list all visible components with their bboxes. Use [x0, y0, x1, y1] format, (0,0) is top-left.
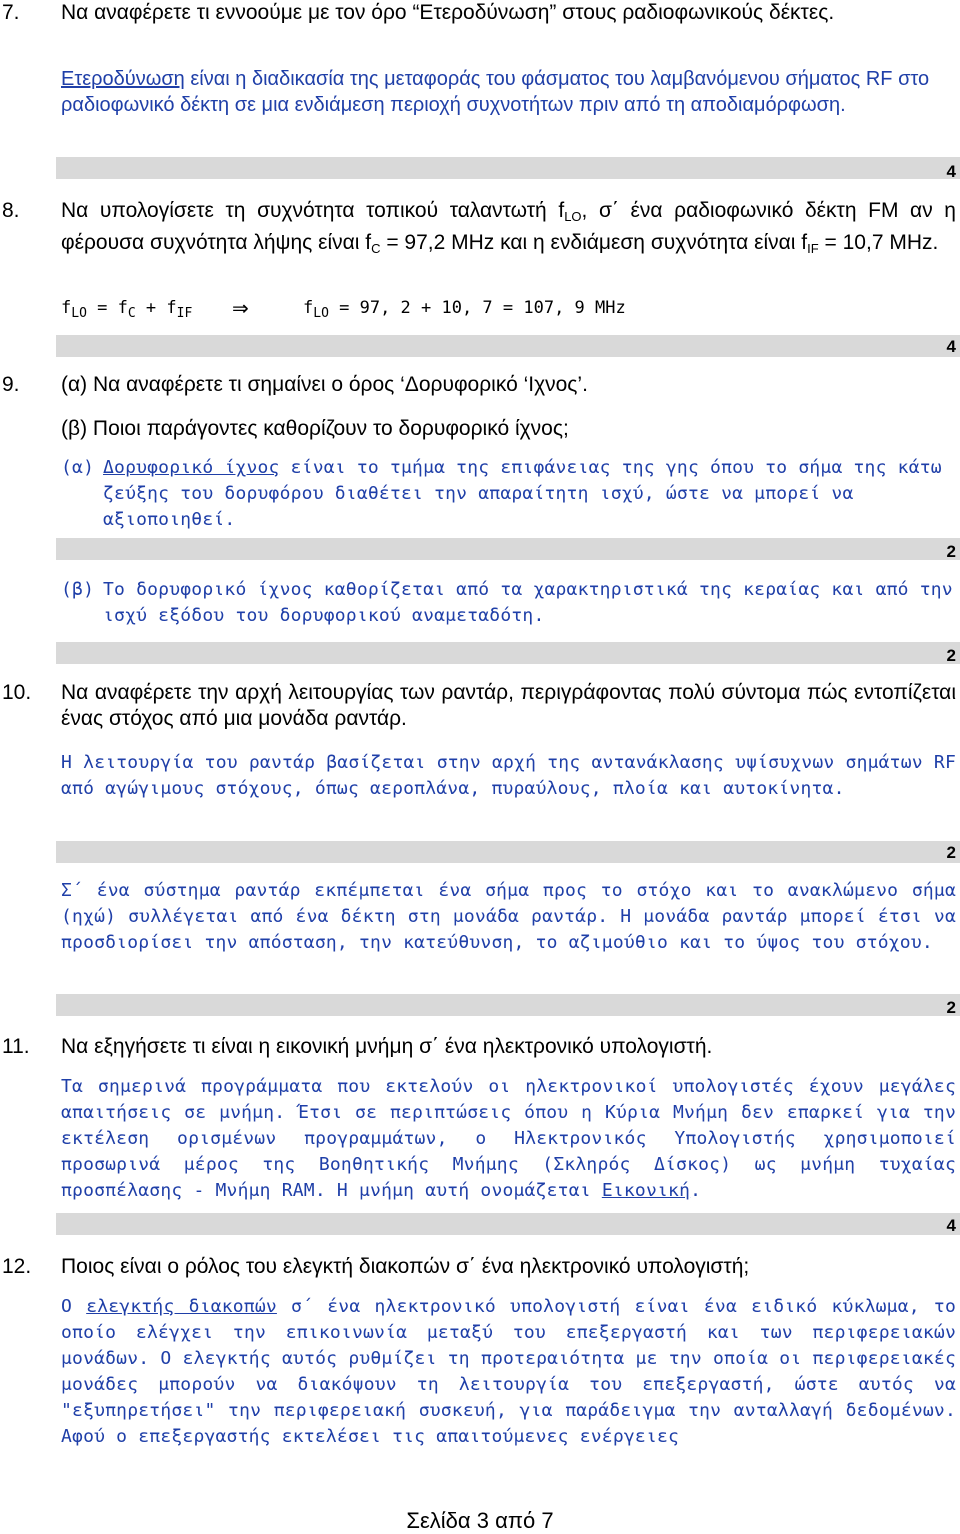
answer-text-start: Ο [61, 1296, 87, 1317]
question-text-part: , σ΄ ένα ραδιοφωνικό δέκτη FM αν η φέρουσα συχνότητα λήψης είναι f [61, 199, 956, 254]
question-text: Να αναφέρετε την αρχή λειτουργίας των ραντάρ, περιγράφοντας πολύ σύντομα πώς εντοπίζεται ένας στόχος από μια μονάδα ραντάρ. [61, 681, 956, 730]
marks-bar [56, 994, 960, 1016]
subscript: LO [313, 306, 329, 321]
question-part-b: (β) Ποιοι παράγοντες καθορίζουν το δορυφορικό ίχνος; [61, 417, 569, 440]
implies-arrow-icon: ⇒ [232, 296, 249, 320]
answer-term: Δορυφορικό ίχνος [103, 457, 280, 478]
answer-term: Εικονική [601, 1180, 691, 1201]
subscript: LO [564, 209, 582, 224]
question-number: 7. [2, 1, 20, 24]
marks-bar [56, 335, 960, 357]
marks-value: 4 [946, 1216, 956, 1235]
answer-text-end: . [690, 1180, 702, 1201]
question-text-part: = 97,2 MHz και η ενδιάμεση συχνότητα είναι f [380, 231, 808, 254]
question-number: 9. [2, 373, 20, 396]
subscript: IF [807, 241, 819, 256]
answer-term: Ετεροδύνωση [61, 68, 185, 90]
question-text: Να εξηγήσετε τι είναι η εικονική μνήμη σ΄ ένα ηλεκτρονικό υπολογιστή. [61, 1035, 713, 1058]
marks-bar [56, 157, 960, 179]
subscript: C [371, 241, 381, 256]
subscript: IF [176, 306, 193, 321]
marks-value: 4 [946, 337, 956, 356]
formula-part: f [303, 298, 314, 318]
answer-7 [61, 66, 956, 118]
answer-label: (β) [61, 579, 95, 600]
marks-bar [56, 642, 960, 664]
answer-9b [61, 577, 956, 629]
marks-bar [56, 1213, 960, 1235]
marks-bar [56, 841, 960, 863]
marks-value: 2 [946, 843, 956, 862]
answer-9a [61, 455, 956, 533]
marks-value: 2 [946, 542, 956, 561]
subscript: LO [71, 306, 87, 321]
answer-text: Τα σημερινά προγράμματα που εκτελούν οι ηλεκτρονικοί υπολογιστές έχουν μεγάλες απαιτήσεις σε μνήμη. Έτσι σε περιπτώσεις όπου η Κύρια Μνήμη δεν επαρκεί για την εκτέλεση ορισμένων προγραμμάτων, ο Ηλεκτρονικός Υπολογιστής χρησιμοποιεί προσωρινά μέρος της Βοηθητικής Μνήμης (Σκληρός Δίσκος) ως μνήμη τυχαίας προσπέλασης - Μνήμη RAM. Η μνήμη αυτή ονομάζεται [61, 1076, 956, 1201]
question-number: 11. [2, 1035, 30, 1058]
answer-12 [61, 1294, 956, 1450]
answer-10-part2: Σ΄ ένα σύστημα ραντάρ εκπέμπεται ένα σήμα προς το στόχο και το ανακλώμενο σήμα (ηχώ) συλλέγεται από ένα δέκτη στη μονάδα ραντάρ. Η μονάδα ραντάρ μπορεί έτσι να προσδιορίσει την απόσταση, την κατεύθυνση, το αζιμούθιο και το ύψος του στόχου. [61, 880, 956, 953]
question-part-a: (α) Να αναφέρετε τι σημαίνει ο όρος ‘Δορυφορικό ‘Ιχνος’. [61, 373, 588, 396]
answer-label: (α) [61, 457, 95, 478]
formula-right [303, 298, 626, 321]
marks-bar [56, 538, 960, 560]
question-number: 12. [2, 1255, 32, 1278]
formula-part: + f [135, 298, 177, 318]
question-text: Ποιος είναι ο ρόλος του ελεγκτή διακοπών σ΄ ένα ηλεκτρονικό υπολογιστή; [61, 1255, 750, 1278]
answer-term: ελεγκτής διακοπών [86, 1296, 277, 1317]
question-text: Να αναφέρετε τι εννοούμε με τον όρο “Ετεροδύνωση” στους ραδιοφωνικούς δέκτες. [61, 1, 835, 24]
answer-text: είναι η διαδικασία της μεταφοράς του φάσματος του λαμβανόμενου σήματος RF στο ραδιοφωνικό δέκτη σε μια ενδιάμεση περιοχή συχνοτήτων πριν από τη αποδιαμόρφωση. [61, 68, 930, 116]
page-footer: Σελίδα 3 από 7 [406, 1508, 554, 1533]
answer-text: σ΄ ένα ηλεκτρονικό υπολογιστή είναι ένα ειδικό κύκλωμα, το οποίο ελέγχει την επικοινωνία μεταξύ του επεξεργαστή και των περιφερειακών μονάδων. Ο ελεγκτής αυτός ρυθμίζει τη προτεραιότητα με την οποία οι περιφερειακές μονάδες μπορούν να διακόψουν τη λειτουργία του επεξεργαστή, ώστε αυτός να "εξυπηρετήσει" την περιφερειακή συσκευή, για παράδειγμα την ανταλλαγή δεδομένων. Αφού ο επεξεργαστής εκτελέσει τις απαιτούμενες ενέργειες [61, 1296, 956, 1447]
marks-value: 2 [946, 998, 956, 1017]
formula-part: f [61, 298, 72, 318]
formula-part: = f [86, 298, 128, 318]
formula-part: = 97, 2 + 10, 7 = 107, 9 MHz [328, 298, 626, 318]
question-number: 10. [2, 681, 32, 704]
marks-value: 2 [946, 646, 956, 665]
question-text-part: Να υπολογίσετε τη συχνότητα τοπικού ταλαντωτή f [61, 199, 565, 222]
answer-text: είναι το τμήμα της επιφάνειας της γης όπου το σήμα της κάτω ζεύξης του δορυφόρου διαθέτει την απαραίτητη ισχύ, ώστε να μπορεί να αξιοποιηθεί. [103, 457, 942, 530]
subscript: C [127, 306, 136, 321]
question-text [61, 198, 956, 262]
answer-body [103, 455, 956, 533]
question-text-part: = 10,7 MHz. [818, 231, 939, 254]
answer-body: Το δορυφορικό ίχνος καθορίζεται από τα χαρακτηριστικά της κεραίας και από την ισχύ εξόδου του δορυφορικού αναμεταδότη. [103, 579, 953, 626]
question-number: 8. [2, 199, 20, 222]
formula-left [61, 298, 192, 321]
marks-value: 4 [946, 162, 956, 181]
answer-11 [61, 1074, 956, 1204]
answer-10-part1: Η λειτουργία του ραντάρ βασίζεται στην αρχή της αντανάκλασης υψίσυχνων σημάτων RF από αγώγιμους στόχους, όπως αεροπλάνα, πυραύλους, πλοία και αυτοκίνητα. [61, 752, 956, 799]
